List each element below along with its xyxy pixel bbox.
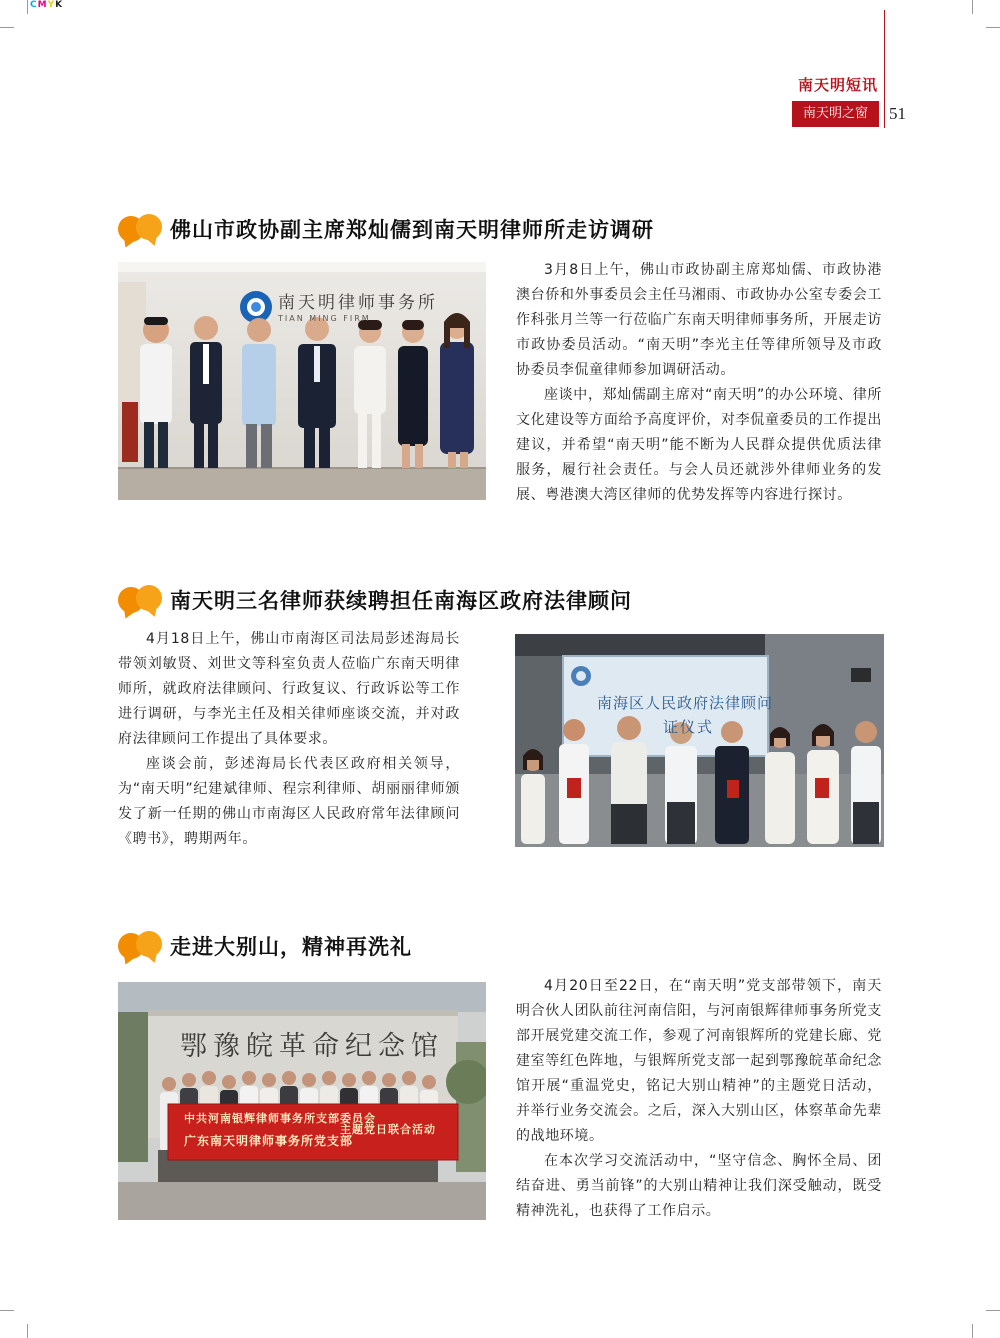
- crop-mark: [972, 0, 973, 14]
- section-2-paragraph: 座谈会前，彭述海局长代表区政府相关领导，为“南天明”纪建斌律师、程宗利律师、胡丽丽律师颁发了新一任期的佛山市南海区人民政府常年法律顾问《聘书》，聘期两年。: [118, 756, 460, 847]
- photo-banner-right: 主题党日联合活动: [340, 1123, 436, 1136]
- section-1-paragraph: 3月8日上午，佛山市政协副主席郑灿儒、市政协港澳台侨和外事委员会主任马湘雨、市政协办公室专委会工作科张月兰等一行莅临广东南天明律师事务所，开展走访市政协委员活动。“南天明”李光主任等律所领导及市政协委员李侃童律师参加调研活动。: [516, 262, 882, 378]
- crop-mark: [0, 1310, 14, 1311]
- photo-banner-line2: 广东南天明律师事务所党支部: [184, 1134, 354, 1148]
- photo-wall-sign: 南天明律师事务所: [278, 293, 438, 313]
- crop-mark: [27, 1324, 28, 1338]
- section-2-paragraph: 4月18日上午，佛山市南海区司法局彭述海局长带领刘敏贤、刘世文等科室负责人莅临广东南天明律师所，就政府法律顾问、行政复议、行政诉讼等工作进行调研，与李光主任及相关律师座谈交流，并对政府法律顾问工作提出了具体要求。: [118, 631, 460, 747]
- speech-bubbles-icon: [118, 929, 164, 963]
- section-1-heading: [118, 212, 654, 246]
- section-3-photo: [118, 982, 486, 1220]
- section-2-body: [118, 627, 460, 852]
- photo-screen-subtitle: 证仪式: [663, 718, 715, 736]
- crop-mark: [986, 1310, 1000, 1311]
- section-2-heading: [118, 583, 632, 617]
- photo-screen-title: 南海区人民政府法律顾问: [597, 694, 774, 712]
- section-3-paragraph: 在本次学习交流活动中，“坚守信念、胸怀全局、团结奋进、勇当前锋”的大别山精神让我们深受触动，既受精神洗礼，也获得了工作启示。: [516, 1153, 882, 1219]
- section-3-heading: [118, 929, 412, 963]
- photo-wall-sign-latin: TIAN MING FIRM: [278, 314, 371, 323]
- crop-mark: [972, 1324, 973, 1338]
- speech-bubbles-icon: [118, 583, 164, 617]
- crop-mark: [27, 0, 28, 14]
- section-1-photo: [118, 262, 486, 500]
- photo-banner-line1: 中共河南银辉律师事务所支部委员会: [184, 1112, 376, 1125]
- section-3-title: 走进大别山，精神再洗礼: [170, 935, 412, 959]
- column-title: 南天明短讯: [797, 76, 878, 94]
- header-divider: [884, 10, 885, 128]
- section-1-body: [516, 258, 882, 508]
- section-2-photo: [515, 634, 884, 847]
- section-1-paragraph: 座谈中，郑灿儒副主席对“南天明”的办公环境、律所文化建设等方面给予高度评价，对李侃童委员的工作提出建议，并希望“南天明”能不断为人民群众提供优质法律服务，履行社会责任。与会人员还就涉外律师业务的发展、粤港澳大湾区律师的优势发挥等内容进行探讨。: [516, 387, 882, 503]
- section-3-body: [516, 974, 882, 1224]
- cmyk-print-mark: CMYK: [30, 0, 64, 10]
- section-1-title: 佛山市政协副主席郑灿儒到南天明律师所走访调研: [170, 218, 654, 242]
- page-number: 51: [889, 104, 906, 123]
- crop-mark: [986, 27, 1000, 28]
- section-3-paragraph: 4月20日至22日，在“南天明”党支部带领下，南天明合伙人团队前往河南信阳，与河南银辉律师事务所党支部开展党建交流工作，参观了河南银辉所的党建长廊、党建室等红色阵地，与银辉所党支部一起到鄂豫皖革命纪念馆开展“重温党史，铭记大别山精神”的主题党日活动，并举行业务交流会。之后，深入大别山区，体察革命先辈的战地环境。: [516, 978, 882, 1144]
- photo-memorial-name: 鄂豫皖革命纪念馆: [180, 1031, 444, 1062]
- section-2-title: 南天明三名律师获续聘担任南海区政府法律顾问: [170, 589, 632, 613]
- crop-mark: [0, 27, 14, 28]
- speech-bubbles-icon: [118, 212, 164, 246]
- column-subtitle: 南天明之窗: [792, 101, 879, 127]
